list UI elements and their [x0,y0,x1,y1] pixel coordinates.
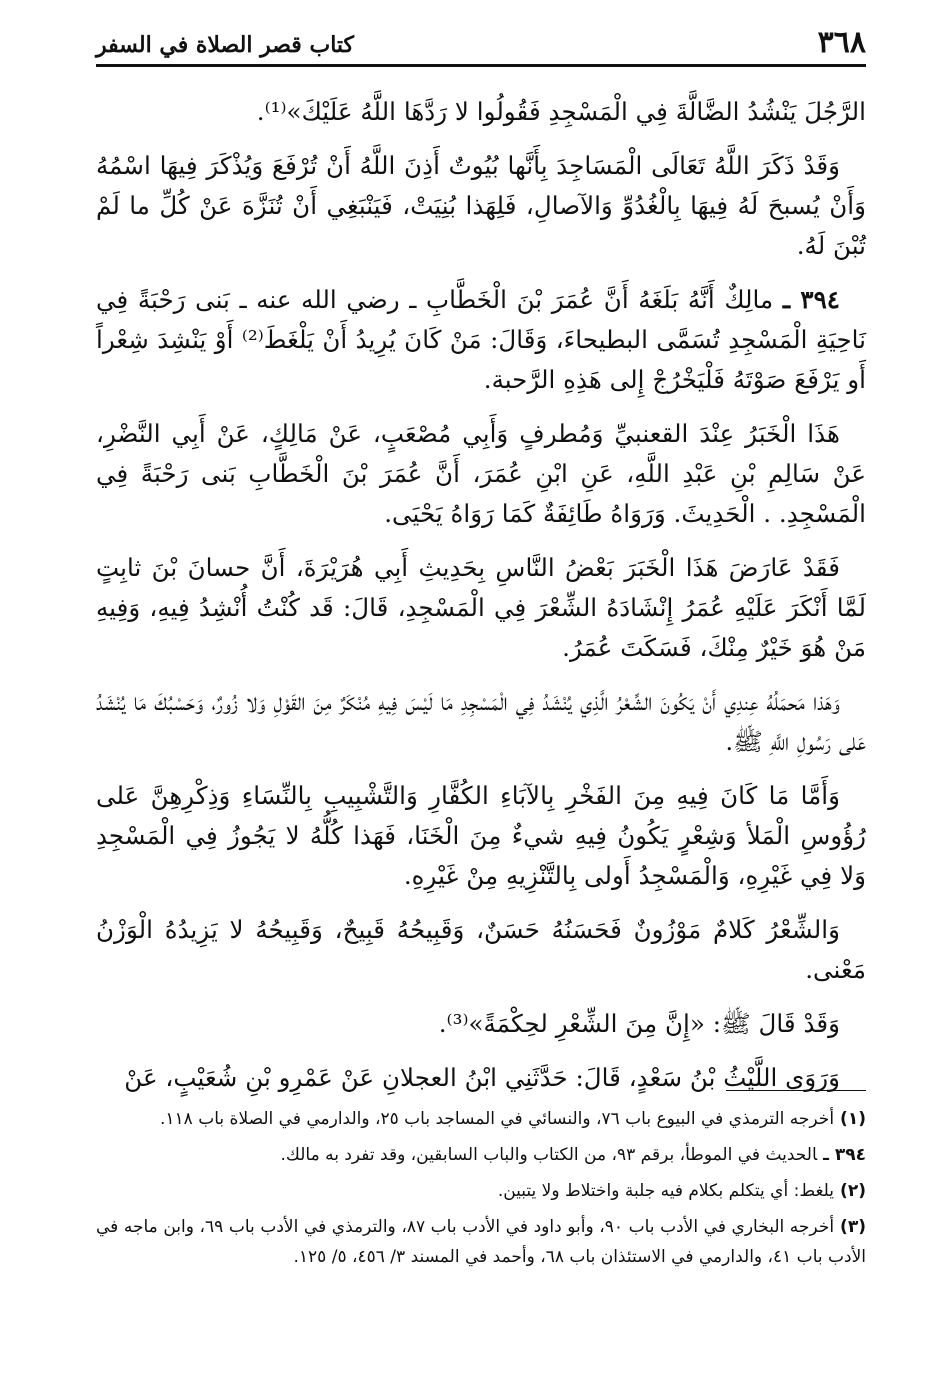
footnote-marker: (١) [840,1109,866,1129]
footnote-text: أخرجه الترمذي في البيوع باب ٧٦، والنسائي في المساجد باب ٢٥، والدارمي في الصلاة باب ١١٨. [160,1109,835,1129]
paragraph: وَقَدْ قَالَ ﷺ: «إِنَّ مِنَ الشِّعْرِ لحِكْمَةً»⁽³⁾. [438,1009,840,1038]
footnote-divider [726,1090,866,1091]
paragraph: وَرَوَى اللَّيْثُ بْنُ سَعْدٍ، قَالَ: حَدَّثَنِي ابْنُ العجلانِ عَنْ عَمْرِو بْنِ شُعَيْبٍ، عَنْ [124,1063,840,1092]
footnote-text: يلغط: أي يتكلم بكلام فيه جلبة واختلاط ولا يتبين. [497,1181,835,1201]
footnote-text: أخرجه البخاري في الأدب باب ٩٠، وأبو داود في الأدب باب ٨٧، والترمذي في الأدب باب ٦٩، وابن ماجه في الأدب باب ٤١، والدارمي في الاستئذان باب ٦٨، وأحمد في المسند ٣/ ٤٥٦، ٥/ ١٢٥. [96,1217,866,1267]
paragraph: وَأَمَّا مَا كَانَ فِيهِ مِنَ الفَخْرِ بِالآبَاءِ الكُفَّارِ وَالتَّشْبِيبِ بِالنِّسَاءِ وَذِكْرِهِنَّ عَلى رُؤُوسِ الْمَلأ وَشِعْرٍ يَكُونُ فِيهِ شيءٌ مِنَ الْخَنَا، فَهَذا كُلُّهُ لا يَجُوزُ فِي الْمَسْجِدِ وَلا فِي غَيْرِهِ، وَالْمَسْجِدُ أَولى بِالتَّنْزِيهِ مِنْ غَيْرِهِ. [96,781,866,890]
footnote-text: الحديث في الموطأ، برقم ٩٣، من الكتاب والباب السابقين، وقد تفرد به مالك. [280,1145,818,1165]
paragraph: الرَّجُلَ يَنْشُدُ الضَّالَّةَ فِي الْمَسْجِدِ فَقُولُوا لا رَدَّهَا اللَّهُ عَلَيْكَ»⁽¹⁾. [256,97,866,126]
book-title: كتاب قصر الصلاة في السفر [96,32,355,58]
footnote-2 [96,1176,866,1206]
footnote-3 [96,1212,866,1272]
paragraph-hadith-394 [96,280,866,400]
paragraph-text: مالِكٌ أَنَّهُ بَلَغَهُ أَنَّ عُمَرَ بْنَ الْخَطَّابِ ـ رضي الله عنه ـ بَنى رَحْبَةً فِي نَاحِيَةِ الْمَسْجِدِ تُسَمَّى البطيحاءَ، وَقَالَ: مَنْ كَانَ يُرِيدُ أَنْ يَلْغَطَ⁽²⁾ أَوْ يَنْشِدَ شِعْراً أَو يَرْفَعَ صَوْتَهُ فَلْيَخْرُجْ إِلى هَذِهِ الرَّحبة. [96,285,866,394]
running-header [96,14,866,67]
footnote-394 [96,1140,866,1170]
hadith-number: ٣٩٤ ـ [782,285,840,314]
footnote-1 [96,1104,866,1134]
paragraph: وَهَذا مَحمَلُهُ عِندِي أَنْ يَكُونَ الشِّعْرُ الَّذِي يُنْشَدُ فِي الْمَسْجِدِ مَا لَيْسَ فِيهِ مُنْكَرٌ مِنَ القَوْلِ وَلا زُورٌ، وَحَسْبُكَ مَا يُنْشَدُ عَلى رَسُولِ اللَّهِ ﷺ. [96,687,866,756]
main-text [96,92,866,1112]
footnote-marker: (٣) [840,1217,866,1237]
footnote-marker: (٢) [840,1181,866,1201]
paragraph: هَذَا الْخَبَرُ عِنْدَ القعنبيِّ وَمُطرفٍ وَأَبِي مُصْعَبٍ، عَنْ مَالِكٍ، عَنْ أَبِي النَّضْرِ، عَنْ سَالِمِ بْنِ عَبْدِ اللَّهِ، عَنِ ابْنِ عُمَرَ، أَنَّ عُمَرَ بْنَ الْخَطَّابِ بَنى رَحْبَةً فِي الْمَسْجِدِ. . الْحَدِيثَ. وَرَوَاهُ طَائِفَةٌ كَمَا رَوَاهُ يَحْيَى. [96,419,866,528]
paragraph: وَقَدْ ذَكَرَ اللَّهُ تَعَالَى الْمَسَاجِدَ بِأَنَّها بُيُوتٌ أَذِنَ اللَّهُ أَنْ تُرْفَعَ وَيُذْكَرَ فِيهَا اسْمُهُ وَأَنْ يُسبحَ لَهُ فِيهَا بِالْغُدُوِّ وَالآصالِ، فَلِهَذا بُنِيَتْ، فَيَنْبَغِي أَنْ تُنَزَّهَ عَنْ كُلِّ ما لَمْ تُبْنَ لَهُ. [96,151,866,260]
paragraph: وَالشِّعْرُ كَلامٌ مَوْزُونٌ فَحَسَنُهُ حَسَنٌ، وَقَبِيحُهُ قَبِيحٌ، وَقَبِيحُهُ لا يَزِيدُهُ الْوَزْنُ مَعْنى. [96,915,866,984]
paragraph: فَقَدْ عَارَضَ هَذَا الْخَبَرَ بَعْضُ النَّاسِ بِحَدِيثِ أَبِي هُرَيْرَةَ، أَنَّ حسانَ بْنَ ثابِتٍ لَمَّا أَنْكَرَ عَلَيْهِ عُمَرُ إِنْشَادَهُ الشِّعْرَ فِي الْمَسْجِدِ، قَالَ: قَد كُنْتُ أُنْشِدُ فِيهِ، وَفِيهِ مَنْ هُوَ خَيْرٌ مِنْكَ، فَسَكَتَ عُمَرُ. [96,553,866,662]
footnotes [96,1104,866,1278]
page-number: ٣٦٨ [817,25,866,60]
footnote-marker: ٣٩٤ ـ [823,1145,866,1165]
